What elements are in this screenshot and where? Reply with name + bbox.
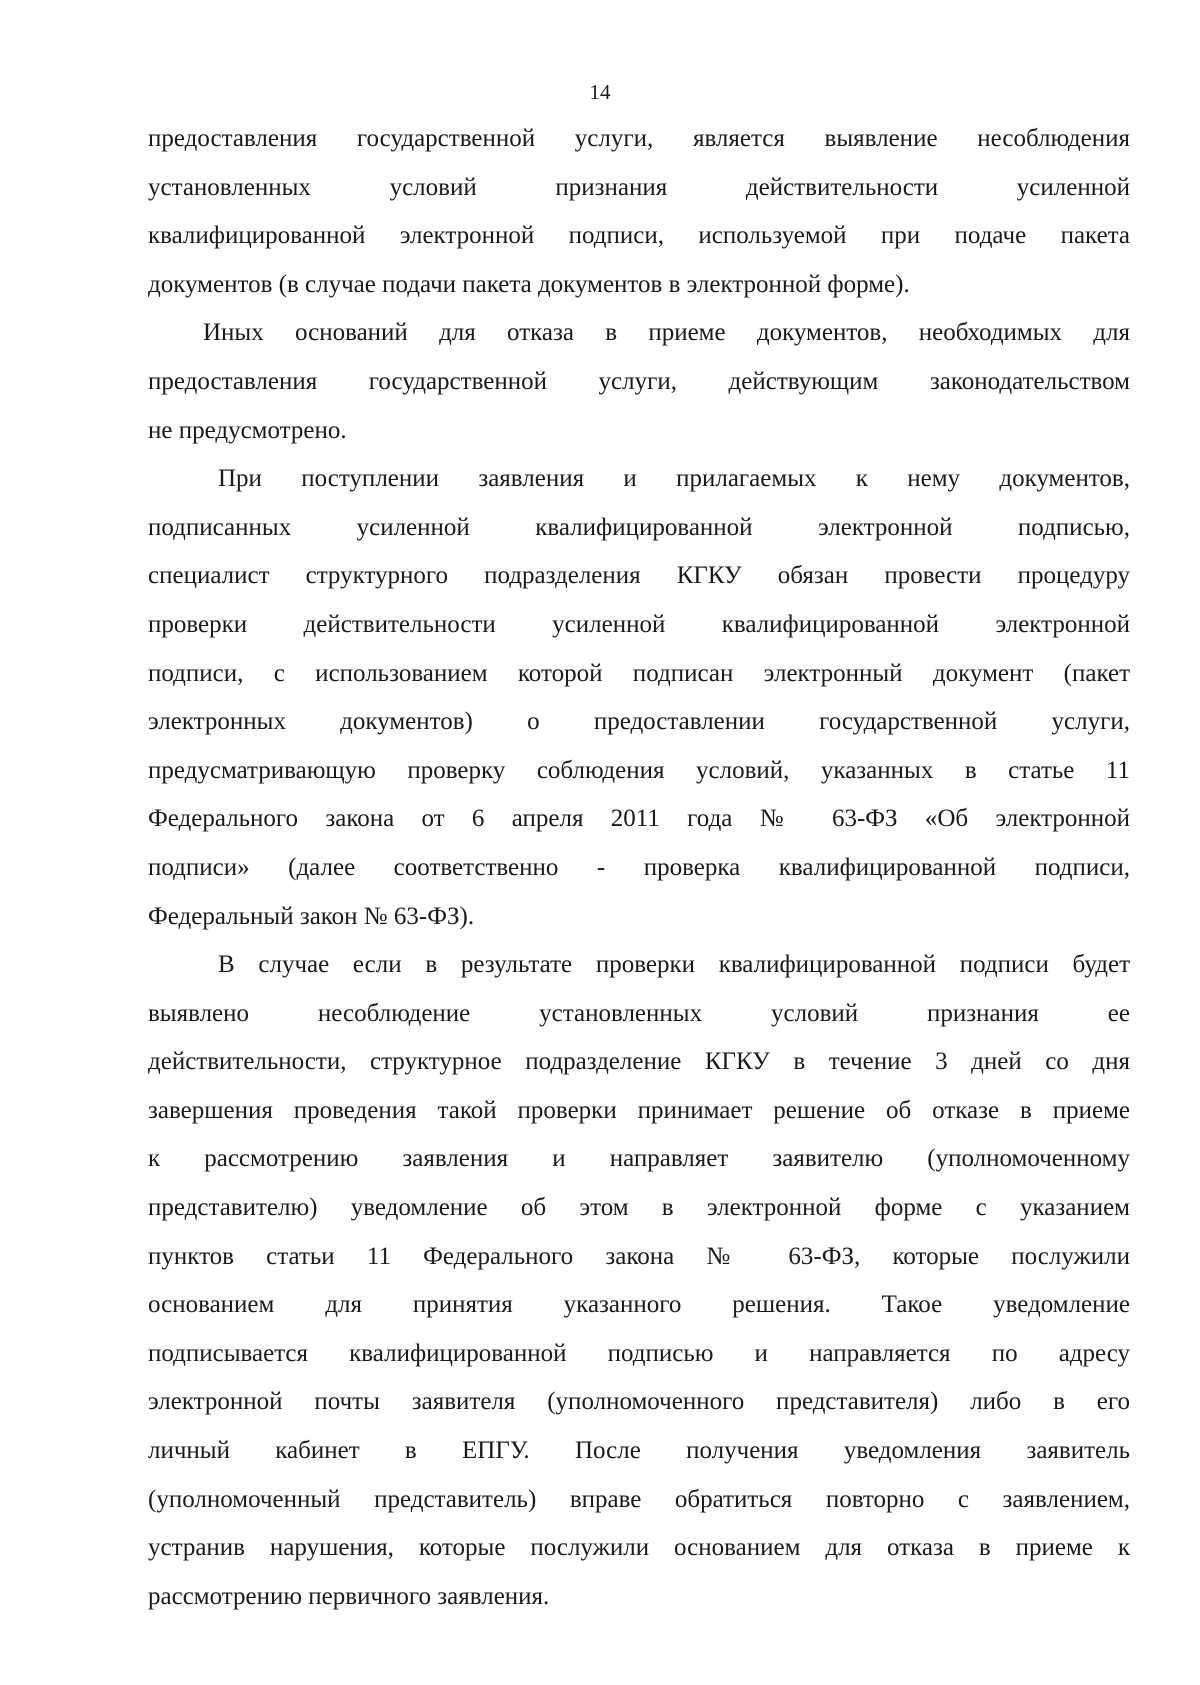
text-line: Федерального закона от 6 апреля 2011 года № 63-ФЗ «Об электронной [148, 805, 1130, 833]
text-line: специалист структурного подразделения КГКУ обязан провести процедуру [148, 562, 1130, 590]
text-line: электронной почты заявителя (уполномоченного представителя) либо в его [148, 1388, 1130, 1416]
text-line: При поступлении заявления и прилагаемых к нему документов, [218, 465, 1130, 493]
text-line: подписи, с использованием которой подписан электронный документ (пакет [148, 659, 1130, 687]
text-line: личный кабинет в ЕПГУ. После получения уведомления заявитель [148, 1437, 1130, 1465]
text-line: пунктов статьи 11 Федерального закона № 63-ФЗ, которые послужили [148, 1242, 1130, 1270]
text-line: (уполномоченный представитель) вправе обратиться повторно с заявлением, [148, 1485, 1130, 1513]
text-line: к рассмотрению заявления и направляет заявителю (уполномоченному [148, 1145, 1130, 1173]
text-line: подписи» (далее соответственно - проверка квалифицированной подписи, [148, 853, 1130, 881]
text-line: проверки действительности усиленной квалифицированной электронной [148, 610, 1130, 638]
document-body [148, 115, 1130, 1621]
text-line: представителю) уведомление об этом в электронной форме с указанием [148, 1194, 1130, 1222]
text-line: устранив нарушения, которые послужили основанием для отказа в приеме к [148, 1534, 1130, 1562]
page-number: 14 [589, 80, 611, 104]
text-line: предусматривающую проверку соблюдения условий, указанных в статье 11 [148, 756, 1130, 784]
text-line: документов (в случае подачи пакета документов в электронной форме). [148, 270, 910, 298]
text-line: основанием для принятия указанного решения. Такое уведомление [148, 1291, 1130, 1319]
text-line: В случае если в результате проверки квалифицированной подписи будет [218, 951, 1130, 979]
text-line: установленных условий признания действительности усиленной [148, 173, 1130, 201]
text-line: предоставления государственной услуги, является выявление несоблюдения [148, 125, 1130, 152]
text-line: Федеральный закон № 63-ФЗ). [148, 902, 475, 930]
text-line: электронных документов) о предоставлении государственной услуги, [148, 708, 1130, 736]
text-line: предоставления государственной услуги, действующим законодательством [148, 367, 1130, 395]
text-line: выявлено несоблюдение установленных условий признания ее [148, 999, 1130, 1027]
text-line: действительности, структурное подразделение КГКУ в течение 3 дней со дня [148, 1048, 1130, 1076]
text-line: не предусмотрено. [148, 416, 347, 444]
text-line: рассмотрению первичного заявления. [148, 1582, 550, 1610]
text-line: подписывается квалифицированной подписью и направляется по адресу [148, 1339, 1130, 1367]
text-line: квалифицированной электронной подписи, используемой при подаче пакета [148, 222, 1130, 250]
text-line: Иных оснований для отказа в приеме документов, необходимых для [203, 319, 1130, 347]
text-line: завершения проведения такой проверки принимает решение об отказе в приеме [148, 1096, 1130, 1124]
text-line: подписанных усиленной квалифицированной электронной подписью, [148, 513, 1130, 541]
